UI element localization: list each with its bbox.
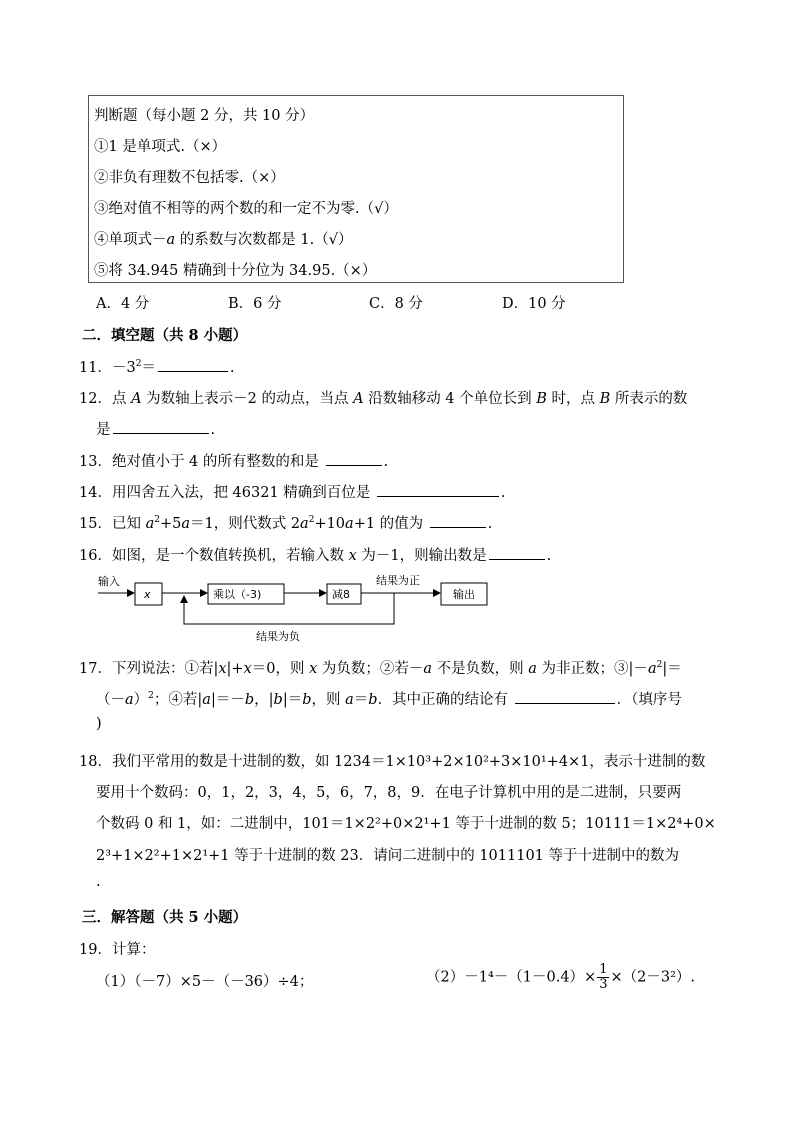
question-19: 19．计算： xyxy=(79,942,156,958)
question-14: 14．用四舍五入法，把 46321 精确到百位是 . xyxy=(79,481,506,502)
question-18-line-4: 2³+1×2²+1×2¹+1 等于十进制的数 23．请问二进制中的 1011101 等于十进制中的数为 xyxy=(96,848,679,864)
answer-blank[interactable] xyxy=(158,357,228,372)
question-12-line-2: 是 . xyxy=(96,418,215,439)
answer-blank[interactable] xyxy=(113,419,209,434)
question-11: 11．$-3^2=$ . xyxy=(79,356,235,377)
question-17-line-3: ) xyxy=(96,716,102,732)
section-2-heading: 二．填空题（共 8 小题） xyxy=(82,327,248,344)
judgement-statement-2: ②非负有理数不包括零.（×） xyxy=(94,170,285,186)
flow-output: 输出 xyxy=(453,588,475,601)
flow-input-label: 输入 xyxy=(98,575,120,588)
flow-subtract: 减8 xyxy=(332,588,350,601)
section-3-heading: 三．解答题（共 5 小题） xyxy=(82,909,248,926)
question-19-part-2: （2）－1⁴－（1－0.4）× $\frac{1}{3}$ ×（2－3²）. xyxy=(426,962,696,992)
judgement-statement-1: ①1 是单项式.（×） xyxy=(94,139,227,155)
fraction: $\frac{1}{3}$ xyxy=(599,962,608,992)
question-12: 12．点 A 为数轴上表示－2 的动点，当点 A 沿数轴移动 4 个单位长到 B 时，点 B 所表示的数 xyxy=(79,391,688,407)
question-18: 18．我们平常用的数是十进制的数，如 1234＝1×10³+2×10²+3×10¹+4×1，表示十进制的数 xyxy=(79,754,706,770)
question-16: 16．如图，是一个数值转换机，若输入数 x 为－1，则输出数是 . xyxy=(79,544,551,565)
question-17-line-2: $(-a)^2$；④若|a|＝－b，|b|＝b，则 a＝b．其中正确的结论有 ．（填序号 xyxy=(96,688,682,709)
answer-blank[interactable] xyxy=(430,513,486,528)
flow-negative-label: 结果为负 xyxy=(256,630,300,643)
judgement-statement-3: ③绝对值不相等的两个数的和一定不为零.（√） xyxy=(94,201,398,217)
option-b: B．6 分 xyxy=(228,296,282,312)
judgement-statement-4: ④单项式－a 的系数与次数都是 1.（√） xyxy=(94,232,353,248)
question-13: 13．绝对值小于 4 的所有整数的和是 . xyxy=(79,450,388,471)
conversion-machine-diagram xyxy=(0,570,794,650)
question-18-line-2: 要用十个数码：0，1，2，3，4，5，6，7，8，9．在电子计算机中用的是二进制，只要两 xyxy=(96,785,682,801)
flow-x: x xyxy=(144,588,151,601)
judgement-statement-5: ⑤将 34.945 精确到十分位为 34.95.（×） xyxy=(94,263,377,279)
option-d: D．10 分 xyxy=(502,296,566,312)
question-19-part-1: （1）（－7）×5－（－36）÷4； xyxy=(96,974,314,990)
answer-blank[interactable] xyxy=(377,482,499,497)
option-c: C．8 分 xyxy=(369,296,423,312)
flow-multiply: 乘以（-3) xyxy=(213,588,262,601)
answer-blank[interactable] xyxy=(326,451,382,466)
flow-positive-label: 结果为正 xyxy=(376,574,420,587)
option-a: A．4 分 xyxy=(96,296,150,312)
question-18-line-5: . xyxy=(96,874,101,890)
answer-blank[interactable] xyxy=(489,545,545,560)
answer-blank[interactable] xyxy=(515,689,615,704)
question-17: 17．下列说法：①若|x|+x＝0，则 x 为负数；②若－a 不是负数，则 a 为非正数；$③|-a^2|=$ xyxy=(79,660,682,677)
question-15: 15．已知 $a^2+5a=1$，则代数式 $2a^2+10a+1$ 的值为 . xyxy=(79,512,492,533)
judgement-title: 判断题（每小题 2 分，共 10 分） xyxy=(94,108,315,124)
question-18-line-3: 个数码 0 和 1，如：二进制中，101＝1×2²+0×2¹+1 等于十进制的数 5；10111＝1×2⁴+0× xyxy=(96,816,716,832)
